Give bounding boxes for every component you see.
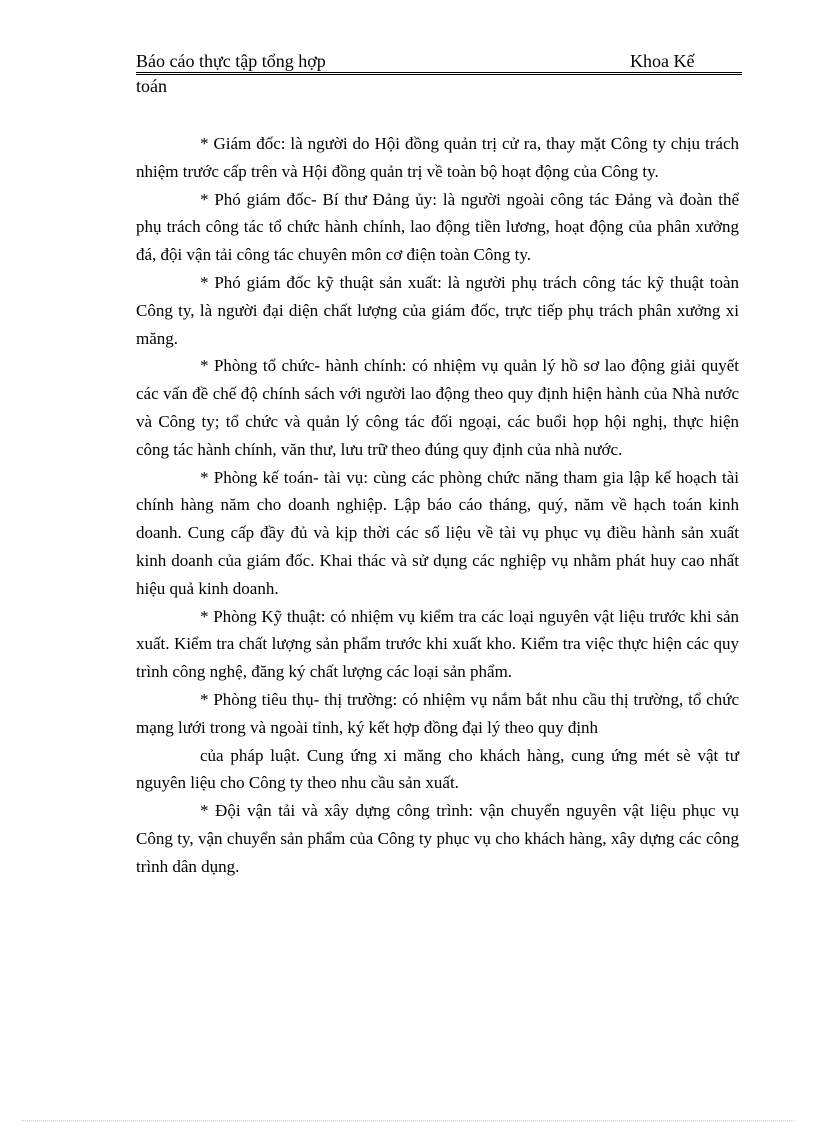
paragraph-deputy-party-secretary: * Phó giám đốc- Bí thư Đảng ủy: là người ngoài công tác Đảng và đoàn thể phụ trách công tác tổ chức hành chính, lao động tiền lương, hoạt động của phân xưởng đá, đội vận tải công tác chuyên môn cơ điện toàn Công ty. bbox=[136, 189, 739, 265]
header-rule bbox=[136, 50, 742, 73]
report-title: Báo cáo thực tập tổng hợp bbox=[136, 51, 326, 71]
faculty-name-continued: toán bbox=[136, 76, 167, 96]
page-border-dotted bbox=[22, 1120, 794, 1121]
paragraph-technical-department: * Phòng Kỹ thuật: có nhiệm vụ kiểm tra các loại nguyên vật liệu trước khi sản xuất. Kiểm tra chất lượng sản phẩm trước khi xuất kho. Kiểm tra việc thực hiện các quy trình công nghệ, đăng ký chất lượng các loại sản phẩm. bbox=[136, 606, 739, 682]
document-body bbox=[136, 130, 739, 881]
page-header bbox=[136, 50, 742, 96]
paragraph-accounting-department: * Phòng kế toán- tài vụ: cùng các phòng chức năng tham gia lập kế hoạch tài chính hàng năm cho doanh nghiệp. Lập báo cáo tháng, quý, năm về hạch toán kinh doanh. Cung cấp đầy đủ và kịp thời các số liệu về tài vụ phục vụ điều hành sản xuất kinh doanh của giám đốc. Khai thác và sử dụng các nghiệp vụ nhằm phát huy cao nhất hiệu quả kinh doanh. bbox=[136, 467, 739, 598]
paragraph-admin-department: * Phòng tổ chức- hành chính: có nhiệm vụ quản lý hồ sơ lao động giải quyết các vấn đề chế độ chính sách với người lao động theo quy định hiện hành của Nhà nước và Công ty; tổ chức và quản lý công tác đối ngoại, các buổi họp hội nghị, thực hiện công tác hành chính, văn thư, lưu trữ theo đúng quy định của nhà nước. bbox=[136, 356, 739, 459]
paragraph-deputy-technical: * Phó giám đốc kỹ thuật sản xuất: là người phụ trách công tác kỹ thuật toàn Công ty, là người đại diện chất lượng của giám đốc, trực tiếp phụ trách phân xưởng xi măng. bbox=[136, 272, 739, 348]
paragraph-transport-team: * Đội vận tải và xây dựng công trình: vận chuyển nguyên vật liệu phục vụ Công ty, vận chuyển sản phẩm của Công ty phục vụ cho khách hàng, xây dựng các công trình dân dụng. bbox=[136, 801, 739, 876]
paragraph-sales-department-cont: của pháp luật. Cung ứng xi măng cho khách hàng, cung ứng mét sè vật tư nguyên liệu cho Công ty theo nhu cầu sản xuất. bbox=[136, 745, 739, 793]
paragraph-director: * Giám đốc: là người do Hội đồng quản trị cử ra, thay mặt Công ty chịu trách nhiệm trước cấp trên và Hội đồng quản trị về toàn bộ hoạt động của Công ty. bbox=[136, 134, 739, 181]
faculty-name: Khoa Kế bbox=[630, 51, 695, 71]
paragraph-sales-department: * Phòng tiêu thụ- thị trường: có nhiệm vụ nắm bắt nhu cầu thị trường, tổ chức mạng lưới trong và ngoài tỉnh, ký kết hợp đồng đại lý theo quy định bbox=[136, 689, 739, 737]
